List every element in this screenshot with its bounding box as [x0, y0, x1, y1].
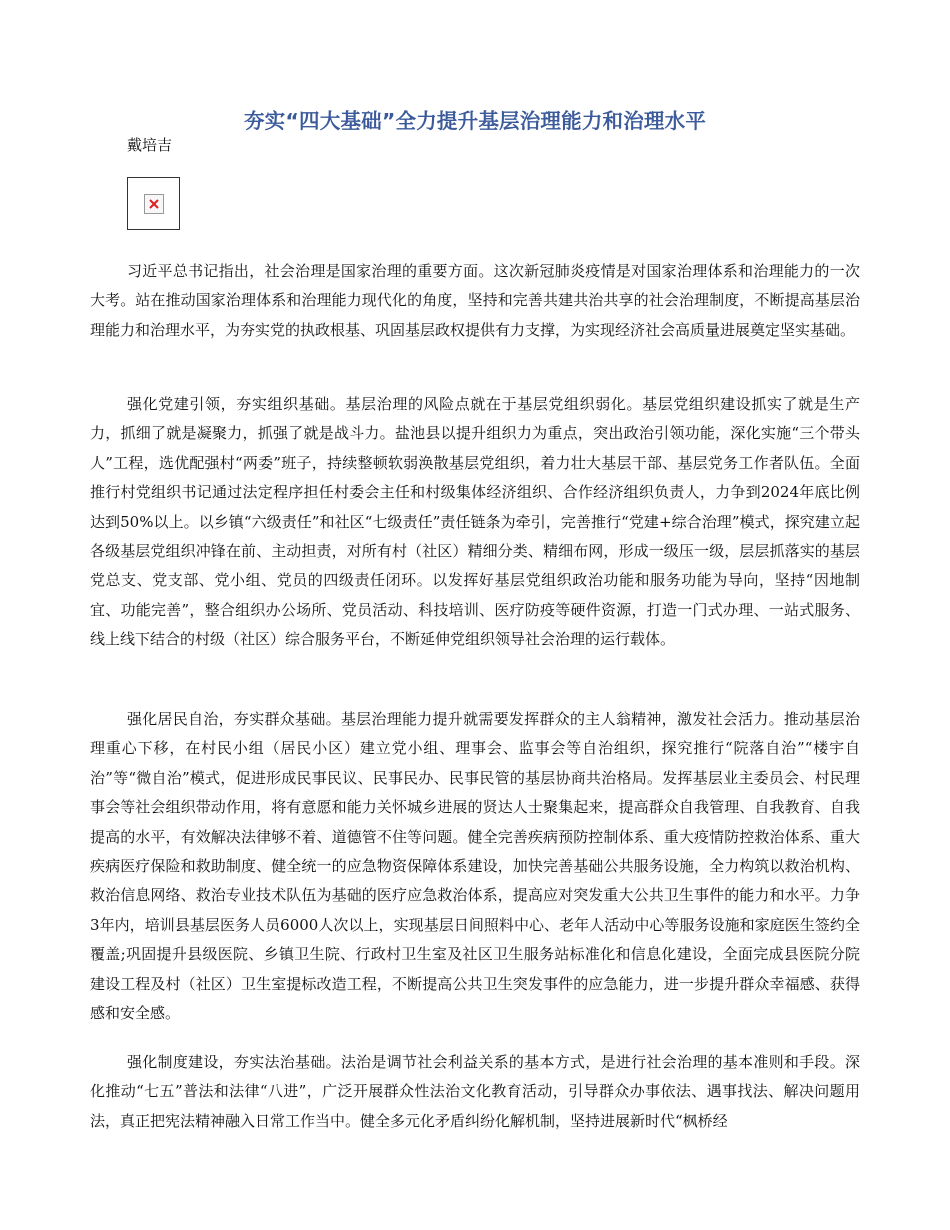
paragraph: 强化党建引领，夯实组织基础。基层治理的风险点就在于基层党组织弱化。基层党组织建设抓实了就是生产力，抓细了就是凝聚力，抓强了就是战斗力。盐池县以提升组织力为重点，突出政治引领功能，深化实施“三个带头人”工程，选优配强村“两委”班子，持续整顿软弱涣散基层党组织，着力壮大基层干部、基层党务工作者队伍。全面推行村党组织书记通过法定程序担任村委会主任和村级集体经济组织、合作经济组织负责人，力争到2024年底比例达到50%以上。以乡镇“六级责任”和社区“七级责任”责任链条为牵引，完善推行“党建+综合治理”模式，探究建立起各级基层党组织冲锋在前、主动担责，对所有村（社区）精细分类、精细布网，形成一级压一级，层层抓落实的基层党总支、党支部、党小组、党员的四级责任闭环。以发挥好基层党组织政治功能和服务功能为导向，坚持“因地制宜、功能完善”，整合组织办公场所、党员活动、科技培训、医疗防疫等硬件资源，打造一门式办理、一站式服务、线上线下结合的村级（社区）综合服务平台，不断延伸党组织领导社会治理的运行载体。 [90, 395, 860, 649]
paragraph: 习近平总书记指出，社会治理是国家治理的重要方面。这次新冠肺炎疫情是对国家治理体系和治理能力的一次大考。站在推动国家治理体系和治理能力现代化的角度，坚持和完善共建共治共享的社会治理制度，不断提高基层治理能力和治理水平，为夯实党的执政根基、巩固基层政权提供有力支撑，为实现经济社会高质量进展奠定坚实基础。 [90, 262, 860, 339]
paragraph: 强化制度建设，夯实法治基础。法治是调节社会利益关系的基本方式，是进行社会治理的基本准则和手段。深化推动“七五”普法和法律“八进”，广泛开展群众性法治文化教育活动，引导群众办事依法、遇事找法、解决问题用法，真正把宪法精神融入日常工作当中。健全多元化矛盾纠纷化解机制，坚持进展新时代“枫桥经 [90, 1053, 860, 1130]
article-title: 夯实“四大基础”全力提升基层治理能力和治理水平 [243, 109, 707, 133]
paragraph: 强化居民自治，夯实群众基础。基层治理能力提升就需要发挥群众的主人翁精神，激发社会活力。推动基层治理重心下移，在村民小组（居民小区）建立党小组、理事会、监事会等自治组织，探究推行“院落自治”“楼宇自治”等“微自治”模式，促进形成民事民议、民事民办、民事民管的基层协商共治格局。发挥基层业主委员会、村民理事会等社会组织带动作用，将有意愿和能力关怀城乡进展的贤达人士聚集起来，提高群众自我管理、自我教育、自我提高的水平，有效解决法律够不着、道德管不住等问题。健全完善疾病预防控制体系、重大疫情防控救治体系、重大疾病医疗保险和救助制度、健全统一的应急物资保障体系建设，加快完善基础公共服务设施，全力构筑以救治机构、救治信息网络、救治专业技术队伍为基础的医疗应急救治体系，提高应对突发重大公共卫生事件的能力和水平。力争3年内，培训县基层医务人员6000人次以上，实现基层日间照料中心、老年人活动中心等服务设施和家庭医生签约全覆盖;巩固提升县级医院、乡镇卫生院、行政村卫生室及社区卫生服务站标准化和信息化建设，全面完成县医院分院建设工程及村（社区）卫生室提标改造工程，不断提高公共卫生突发事件的应急能力，进一步提升群众幸福感、获得感和安全感。 [90, 710, 860, 1023]
broken-image-icon [144, 194, 164, 214]
author-name: 戴培吉 [127, 136, 173, 154]
image-placeholder [127, 177, 180, 230]
close-icon [145, 195, 163, 213]
